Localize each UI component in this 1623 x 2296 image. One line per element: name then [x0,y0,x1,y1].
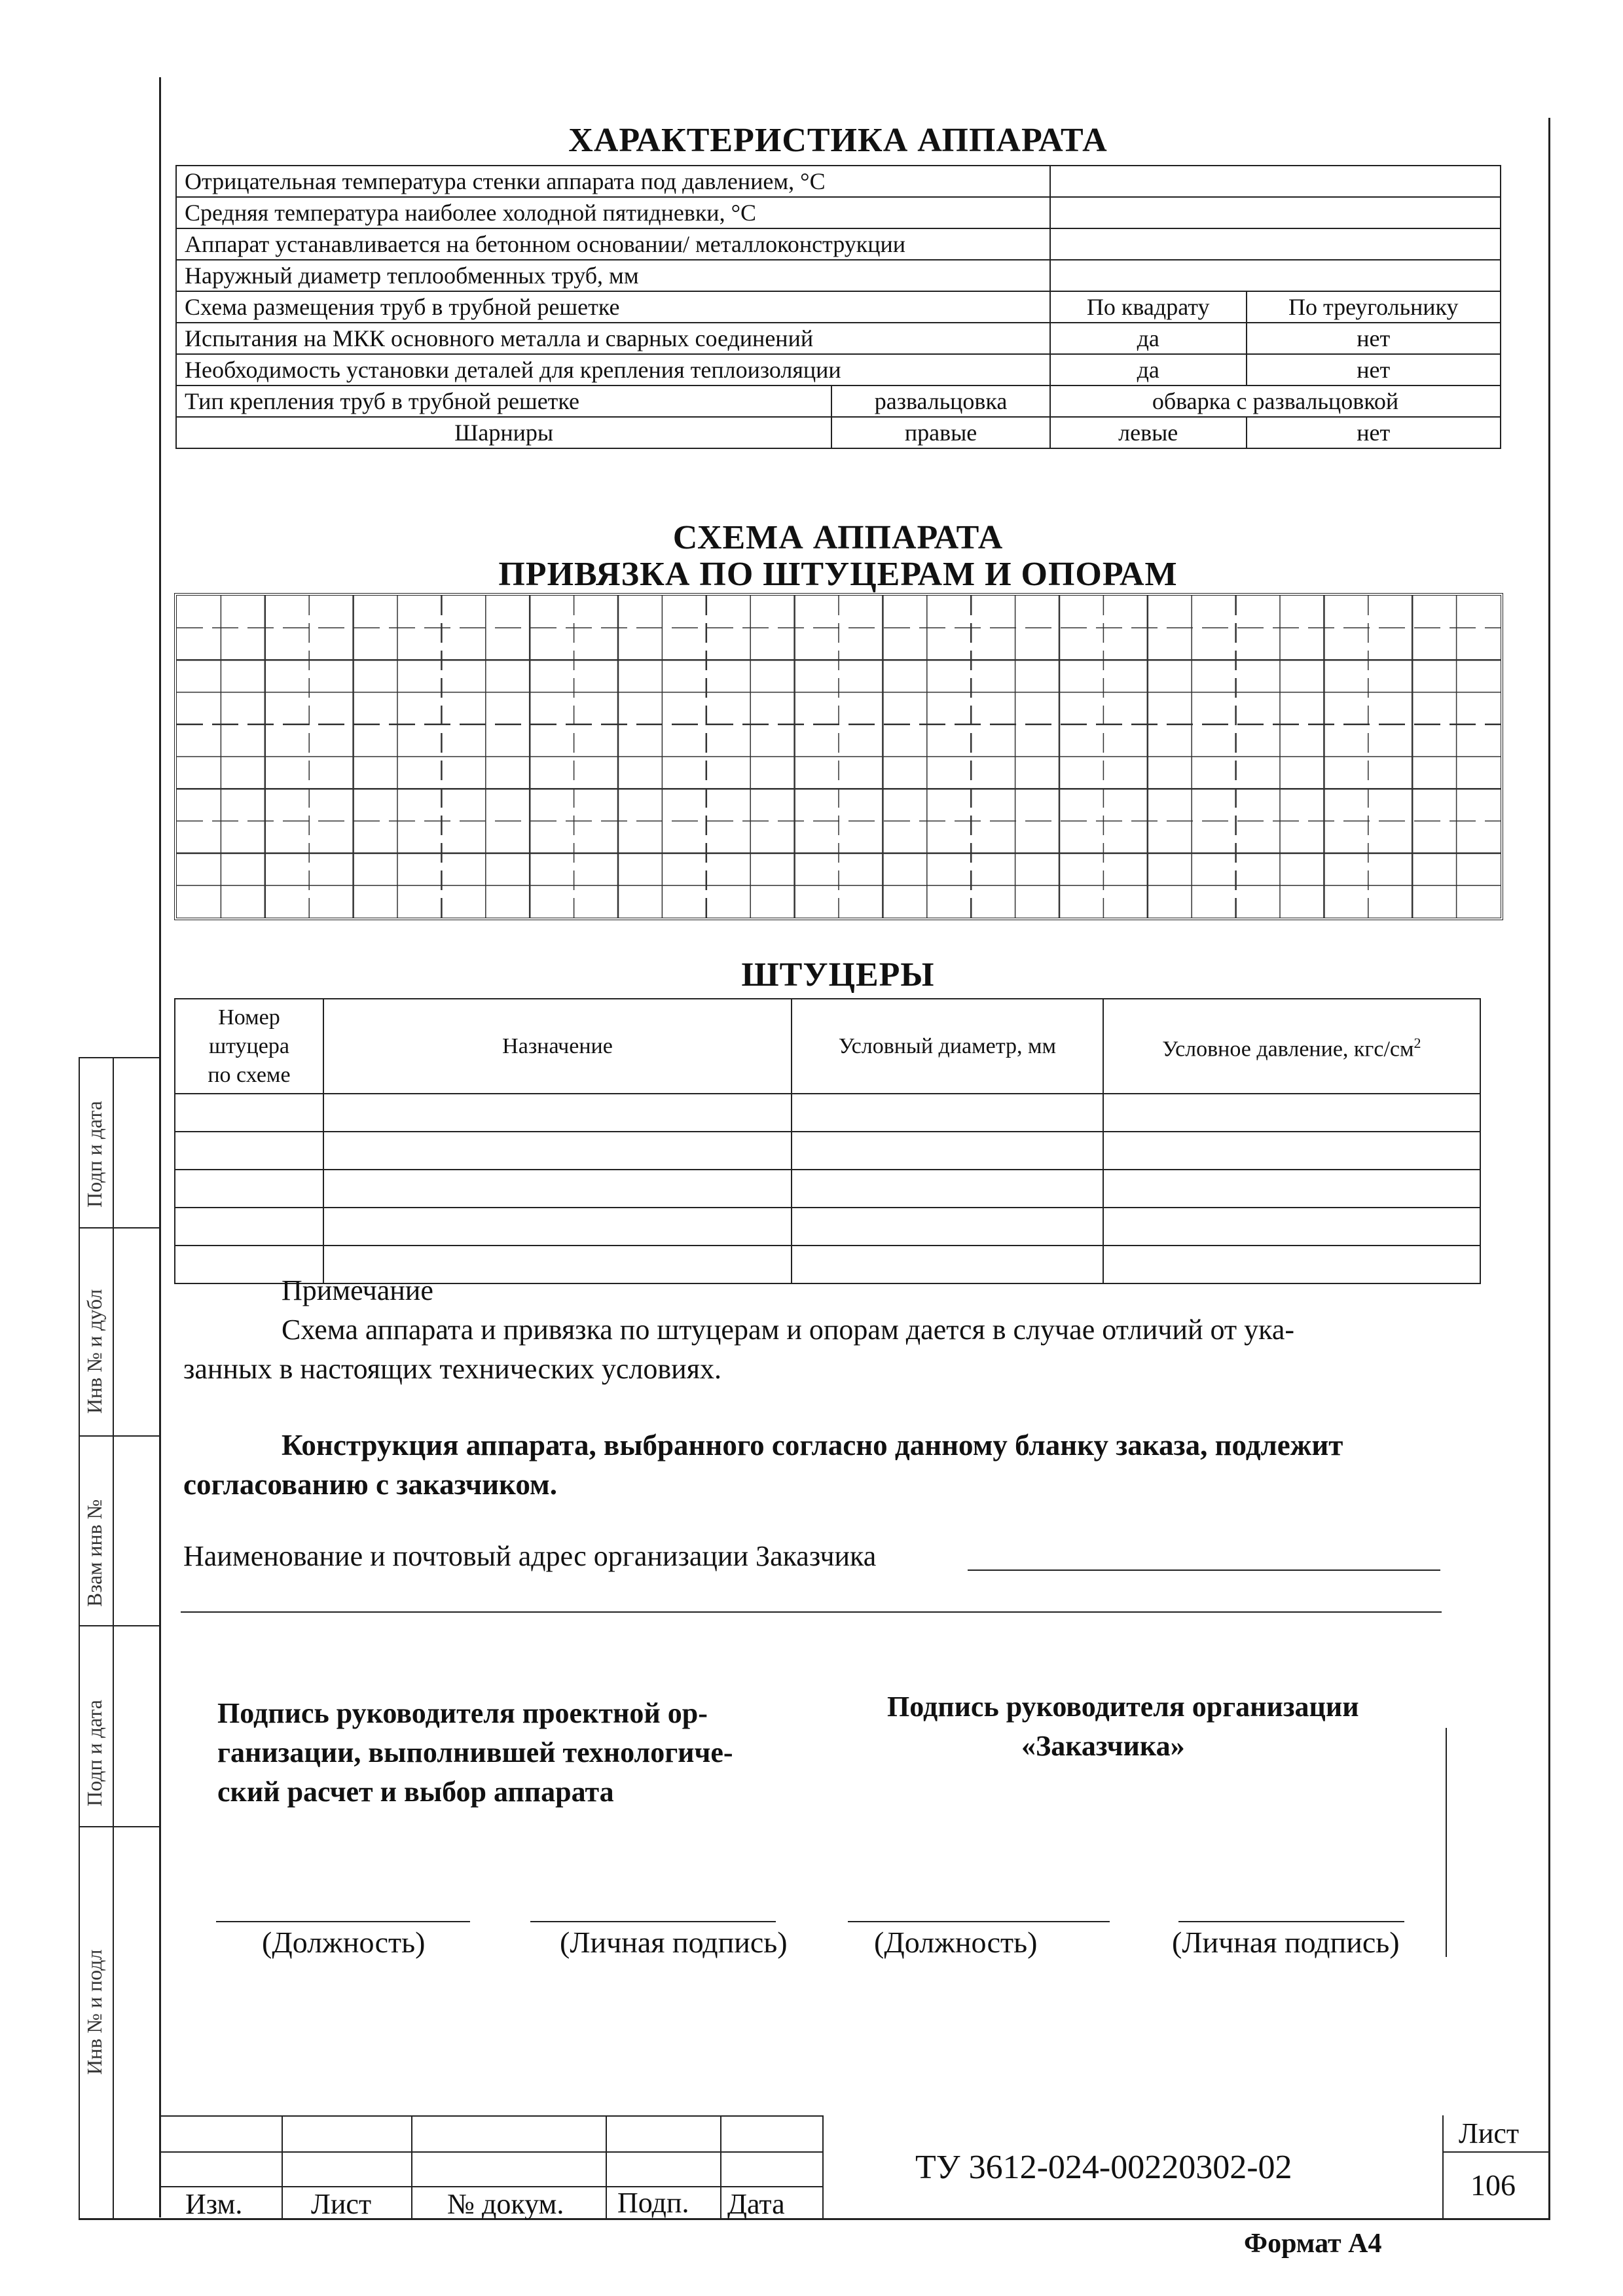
nozzles-title: ШТУЦЕРЫ [741,956,935,994]
sheet-label: Лист [1459,2117,1520,2149]
char-label: Испытания на МКК основного металла и сварных соединений [176,323,1050,354]
signature-right-line-2: «Заказчика» [1021,1730,1185,1762]
stamp-date: Дата [727,2188,785,2220]
char-row [176,166,1501,197]
char-label: Наружный диаметр теплообменных труб, мм [176,260,1050,291]
option-yes[interactable]: да [1050,354,1247,386]
title-block [159,2115,1550,2218]
document-code: ТУ 3612-024-00220302-02 [915,2149,1292,2186]
sidebar-label-dup-inv: Инв № и дубл [82,1289,106,1414]
char-value-cell[interactable] [1050,166,1501,197]
option-no[interactable]: нет [1247,354,1501,386]
char-value-cell[interactable] [1050,197,1501,228]
stamp-podp: Подп. [617,2187,689,2219]
frame-bottom-border [79,2218,1550,2220]
personal-signature-line-left[interactable] [530,1921,776,1922]
title-block-col [606,2115,607,2218]
char-label: Тип крепления труб в трубной решетке [176,386,831,417]
option-weld-expansion[interactable]: обварка с развальцовкой [1050,386,1501,417]
sidebar-divider [79,1826,159,1827]
char-row [176,260,1501,291]
note-line-2: занных в настоящих технических условиях. [183,1353,721,1385]
registration-sidebar [79,1057,159,2219]
char-row [176,386,1501,417]
sidebar-outer-border [79,1057,80,2219]
signature-left-line-1: Подпись руководителя проектной ор- [217,1697,708,1729]
stamp-izm: Изм. [185,2188,243,2220]
sidebar-label-sign-date: Подп и дата [82,1101,106,1208]
table-row [175,1094,1480,1132]
agreement-line-1: Конструкция аппарата, выбранного согласно данному бланку заказа, подлежит [282,1429,1343,1462]
sheet-label-divider [1442,2151,1550,2153]
title-block-col [411,2115,412,2218]
sidebar-label-replace-inv: Взам инв № [82,1499,106,1607]
scheme-subtitle: ПРИВЯЗКА ПО ШТУЦЕРАМ И ОПОРАМ [498,556,1178,593]
option-none[interactable]: нет [1247,417,1501,448]
scheme-title: СХЕМА АППАРАТА [672,519,1004,556]
sheet-number: 106 [1470,2168,1516,2202]
signature-left-line-3: ский расчет и выбор аппарата [217,1776,614,1808]
char-row [176,197,1501,228]
char-value-cell[interactable] [1050,260,1501,291]
char-row [176,417,1501,448]
title-block-col [1442,2115,1444,2218]
stamp-list: Лист [311,2188,372,2220]
char-label: Средняя температура наиболее холодной пятидневки, °С [176,197,1050,228]
position-line-right[interactable] [848,1921,1110,1922]
header-pressure: Условное давление, кгс/$см^2$ [1103,999,1480,1094]
note-heading: Примечание [282,1274,433,1306]
frame-right-border [1548,118,1550,2219]
grid-lines [177,596,1501,918]
table-row [175,1208,1480,1246]
sidebar-divider [79,1227,159,1229]
signature-left-line-2: ганизации, выполнившей технологиче- [217,1736,733,1768]
frame-left-border [159,77,161,2217]
position-caption-right: (Должность) [874,1926,1038,1959]
sidebar-divider [79,1625,159,1626]
signature-right-line-1: Подпись руководителя организации [887,1691,1359,1723]
option-square[interactable]: По квадрату [1050,291,1247,323]
option-left[interactable]: левые [1050,417,1247,448]
option-triangle[interactable]: По треугольнику [1247,291,1501,323]
sidebar-inner-border [113,1057,114,2219]
personal-signature-line-right[interactable] [1178,1921,1404,1922]
char-row [176,354,1501,386]
personal-caption-left: (Личная подпись) [560,1926,788,1959]
sidebar-divider [79,1057,159,1058]
title-block-col [822,2115,824,2218]
char-row [176,291,1501,323]
signature-right-bracket [1446,1728,1447,1957]
personal-caption-right: (Личная подпись) [1172,1926,1400,1959]
header-diameter: Условный диаметр, мм [792,999,1103,1094]
title-block-line [159,2151,822,2153]
sidebar-label-sign-date-2: Подп и дата [82,1700,106,1806]
sidebar-label-orig-inv: Инв № и подл [82,1949,106,2075]
option-no[interactable]: нет [1247,323,1501,354]
characteristics-table [175,165,1501,449]
table-row [175,1170,1480,1208]
position-line-left[interactable] [216,1921,470,1922]
option-yes[interactable]: да [1050,323,1247,354]
characteristics-title: ХАРАКТЕРИСТИКА АППАРАТА [568,122,1108,159]
char-label: Отрицательная температура стенки аппарата под давлением, °С [176,166,1050,197]
header-purpose: Назначение [323,999,792,1094]
customer-address-line-1[interactable] [968,1570,1440,1571]
sidebar-divider [79,1435,159,1437]
char-row [176,228,1501,260]
nozzles-table [174,998,1481,1284]
format-label: Формат А4 [1244,2229,1382,2259]
char-label: Шарниры [176,417,831,448]
option-expansion[interactable]: развальцовка [831,386,1050,417]
table-row [175,1132,1480,1170]
char-value-cell[interactable] [1050,228,1501,260]
position-caption-left: (Должность) [262,1926,426,1959]
stamp-doc: № докум. [447,2188,564,2220]
char-label: Схема размещения труб в трубной решетке [176,291,1050,323]
customer-address-label: Наименование и почтовый адрес организации Заказчика [183,1540,877,1572]
note-line-1: Схема аппарата и привязка по штуцерам и опорам дается в случае отличий от ука- [282,1314,1295,1346]
char-label: Необходимость установки деталей для крепления теплоизоляции [176,354,1050,386]
title-block-col [720,2115,721,2218]
header-number: Номер штуцера по схеме [175,999,323,1094]
char-label: Аппарат устанавливается на бетонном основании/ металлоконструкции [176,228,1050,260]
nozzles-header-row [175,999,1480,1094]
title-block-top-line [159,2115,822,2117]
char-row [176,323,1501,354]
option-right[interactable]: правые [831,417,1050,448]
customer-address-line-2[interactable] [181,1611,1442,1613]
title-block-col [282,2115,283,2218]
scheme-grid[interactable] [174,593,1503,920]
agreement-line-2: согласованию с заказчиком. [183,1468,557,1501]
